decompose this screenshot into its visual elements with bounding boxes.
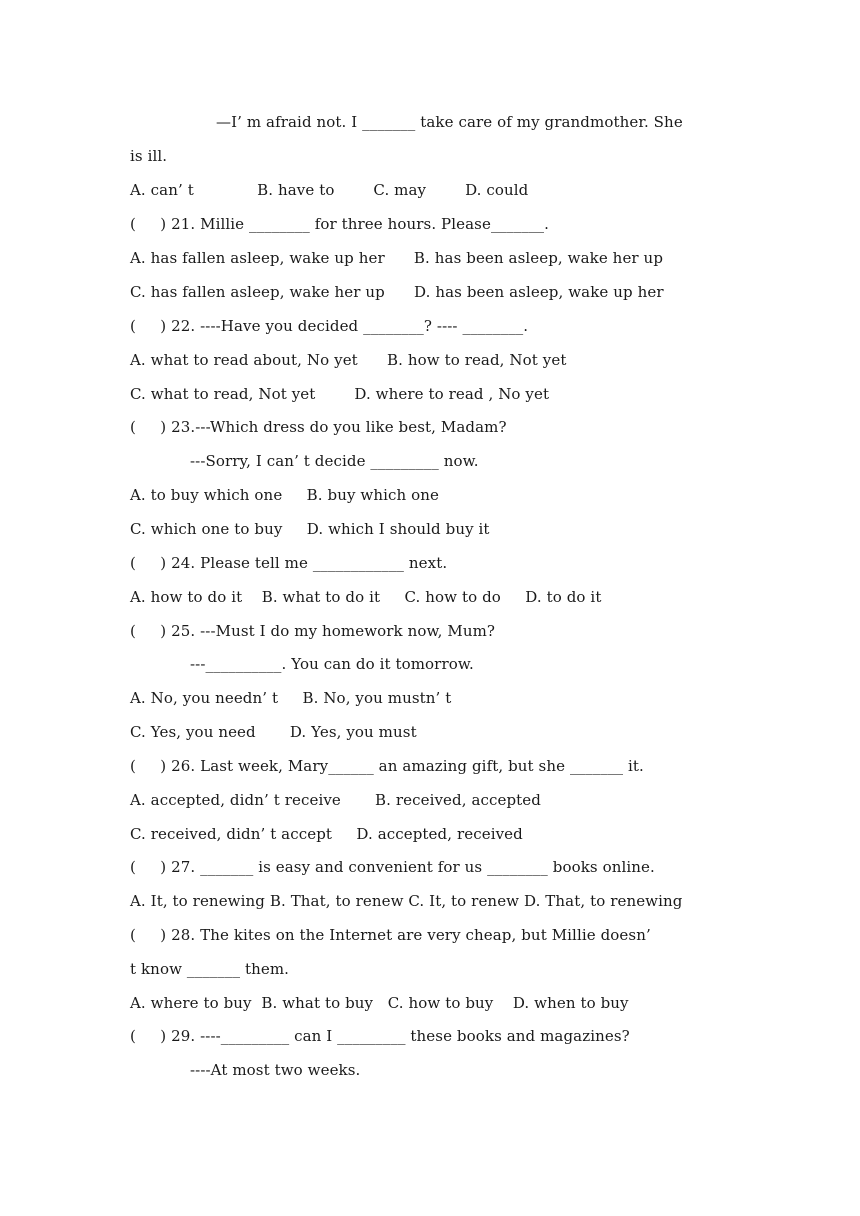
question-line: ( ) 27. _______ is easy and convenient for us ________ books online. xyxy=(130,858,655,876)
text-line: —I’ m afraid not. I _______ take care of my grandmother. She xyxy=(216,113,683,131)
dialogue-line: ---Sorry, I can’ t decide _________ now. xyxy=(190,452,479,470)
dialogue-line: ----At most two weeks. xyxy=(190,1061,361,1079)
options-line: C. Yes, you need D. Yes, you must xyxy=(130,723,417,741)
options-line: A. No, you needn’ t B. No, you mustn’ t xyxy=(130,689,452,707)
options-line: C. which one to buy D. which I should buy it xyxy=(130,520,490,538)
text-line: is ill. xyxy=(130,147,168,165)
question-line: ( ) 24. Please tell me ____________ next. xyxy=(130,554,448,572)
question-line: ( ) 22. ----Have you decided ________? ---- ________. xyxy=(130,317,529,335)
options-line: A. to buy which one B. buy which one xyxy=(130,486,439,504)
question-line: ( ) 29. ----_________ can I _________ these books and magazines? xyxy=(130,1027,630,1045)
question-line: ( ) 28. The kites on the Internet are very cheap, but Millie doesn’ xyxy=(130,926,651,944)
question-line: ( ) 26. Last week, Mary______ an amazing gift, but she _______ it. xyxy=(130,757,644,775)
dialogue-line: ---__________. You can do it tomorrow. xyxy=(190,655,474,673)
question-line: ( ) 21. Millie ________ for three hours. Please_______. xyxy=(130,215,550,233)
options-line: C. received, didn’ t accept D. accepted, received xyxy=(130,825,523,843)
options-line: A. where to buy B. what to buy C. how to buy D. when to buy xyxy=(130,994,629,1012)
question-line: ( ) 25. ---Must I do my homework now, Mum? xyxy=(130,622,496,640)
options-line: A. It, to renewing B. That, to renew C. It, to renew D. That, to renewing xyxy=(130,892,683,910)
options-line: A. how to do it B. what to do it C. how to do D. to do it xyxy=(130,588,602,606)
options-line: A. has fallen asleep, wake up her B. has been asleep, wake her up xyxy=(130,249,664,267)
options-line: C. has fallen asleep, wake her up D. has been asleep, wake up her xyxy=(130,283,664,301)
options-line: A. can’ t B. have to C. may D. could xyxy=(130,181,529,199)
text-line: t know _______ them. xyxy=(130,960,290,978)
options-line: A. accepted, didn’ t receive B. received, accepted xyxy=(130,791,541,809)
options-line: A. what to read about, No yet B. how to read, Not yet xyxy=(130,351,567,369)
options-line: C. what to read, Not yet D. where to read , No yet xyxy=(130,385,550,403)
question-line: ( ) 23.---Which dress do you like best, Madam? xyxy=(130,418,507,436)
